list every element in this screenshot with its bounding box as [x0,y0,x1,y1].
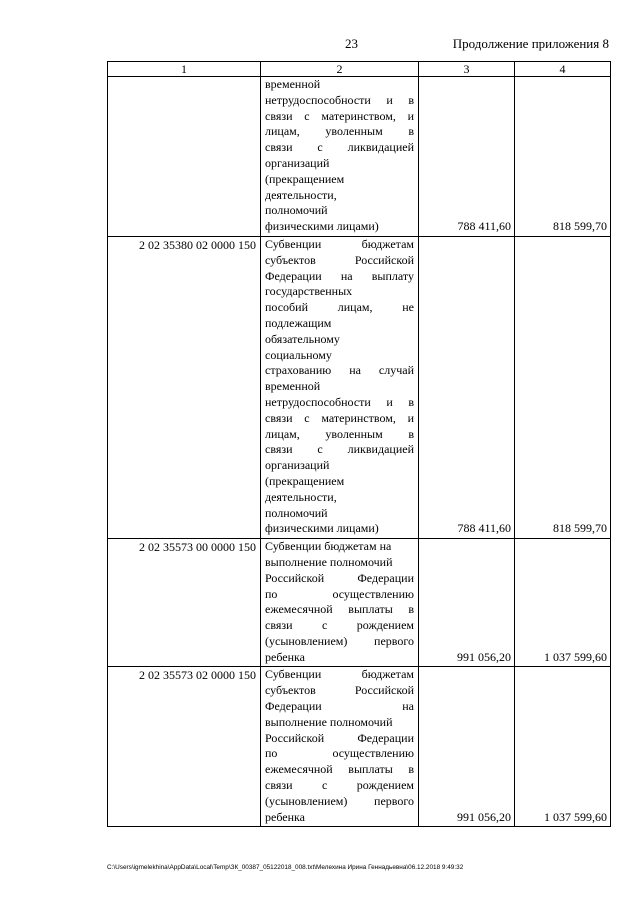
table-row [108,77,611,237]
revenue-name-line: выполнение полномочий [265,714,393,729]
budget-code-cell [108,77,261,237]
revenue-name-line: (прекращением [265,171,345,186]
column-header: 2 [261,62,419,77]
table-header-row [108,62,611,77]
revenue-name-line: ежемесячной выплаты в [265,762,414,777]
revenue-name-line: связи с ликвидацией [265,442,414,457]
table-row [108,236,611,538]
budget-code-cell: 2 02 35380 02 0000 150 [108,236,261,538]
revenue-name-line: социальному [265,347,332,362]
revenue-name-line: нетрудоспособности и в [265,92,414,107]
revenue-name-line: Субвенции бюджетам [265,667,414,682]
continuation-caption: Продолжение приложения 8 [452,36,609,51]
budget-code-cell: 2 02 35573 02 0000 150 [108,667,261,827]
revenue-name-line: физическими лицами) [265,521,379,536]
column-header: 3 [419,62,515,77]
footer-file-path: C:\Users\igmelekhina\AppData\Local\Temp\ЗК_00387_05122018_008.txt\Мелехина Ирина Геннадьевна\06.12.2018 9:49:32 [107,864,464,871]
amount-cell-column-4: 818 599,70 [515,77,611,237]
revenue-name-line: субъектов Российской [265,252,414,267]
page-number: 23 [345,36,358,51]
revenue-name-line: (прекращением [265,473,345,488]
revenue-name-line: нетрудоспособности и в [265,394,414,409]
revenue-name-line: (усыновлением) первого [265,793,414,808]
revenue-name-line: по осуществлению [265,746,414,761]
revenue-name-line: деятельности, [265,489,337,504]
revenue-name-line: лицам, уволенным в [265,124,414,139]
amount-cell-column-3: 788 411,60 [419,77,515,237]
revenue-name-line: временной [265,379,321,394]
revenue-name-cell [261,77,419,237]
revenue-name-line: физическими лицами) [265,219,379,234]
revenue-name-line: организаций [265,155,330,170]
revenue-name-line: пособий лицам, не [265,300,414,315]
table-row [108,539,611,667]
amount-cell-column-3: 991 056,20 [419,539,515,667]
revenue-name-line: организаций [265,458,330,473]
revenue-name-line: страхованию на случай [265,363,414,378]
revenue-name-cell [261,667,419,827]
amount-cell-column-4: 1 037 599,60 [515,667,611,827]
revenue-name-line: временной [265,77,321,91]
table-body [108,77,611,827]
revenue-name-line: Российской Федерации [265,730,414,745]
budget-code-cell: 2 02 35573 00 0000 150 [108,539,261,667]
column-header: 4 [515,62,611,77]
revenue-name-line: Федерации на [265,699,414,714]
table-row [108,667,611,827]
revenue-name-line: полномочий [265,505,328,520]
budget-table [107,61,611,827]
revenue-name-line: ежемесячной выплаты в [265,602,414,617]
revenue-name-line: связи с материнством, и [265,108,414,123]
amount-cell-column-3: 991 056,20 [419,667,515,827]
revenue-name-line: (усыновлением) первого [265,633,414,648]
revenue-name-line: подлежащим [265,315,332,330]
revenue-name-line: связи с рождением [265,618,414,633]
amount-cell-column-3: 788 411,60 [419,236,515,538]
revenue-name-line: лицам, уволенным в [265,426,414,441]
revenue-name-line: Российской Федерации [265,570,414,585]
revenue-name-line: связи с материнством, и [265,410,414,425]
revenue-name-line: по осуществлению [265,586,414,601]
revenue-name-line: выполнение полномочий [265,554,393,569]
revenue-name-line: связи с ликвидацией [265,140,414,155]
revenue-name-line: ребенка [265,649,305,664]
amount-cell-column-4: 1 037 599,60 [515,539,611,667]
revenue-name-cell [261,539,419,667]
revenue-name-line: связи с рождением [265,778,414,793]
revenue-name-line: Субвенции бюджетам на [265,539,392,554]
amount-cell-column-4: 818 599,70 [515,236,611,538]
revenue-name-line: государственных [265,284,353,299]
revenue-name-line: ребенка [265,809,305,824]
revenue-name-line: субъектов Российской [265,683,414,698]
revenue-name-line: деятельности, [265,187,337,202]
revenue-name-line: Субвенции бюджетам [265,236,414,251]
revenue-name-line: полномочий [265,203,328,218]
column-header: 1 [108,62,261,77]
revenue-name-cell [261,236,419,538]
revenue-name-line: обязательному [265,331,340,346]
revenue-name-line: Федерации на выплату [265,268,414,283]
